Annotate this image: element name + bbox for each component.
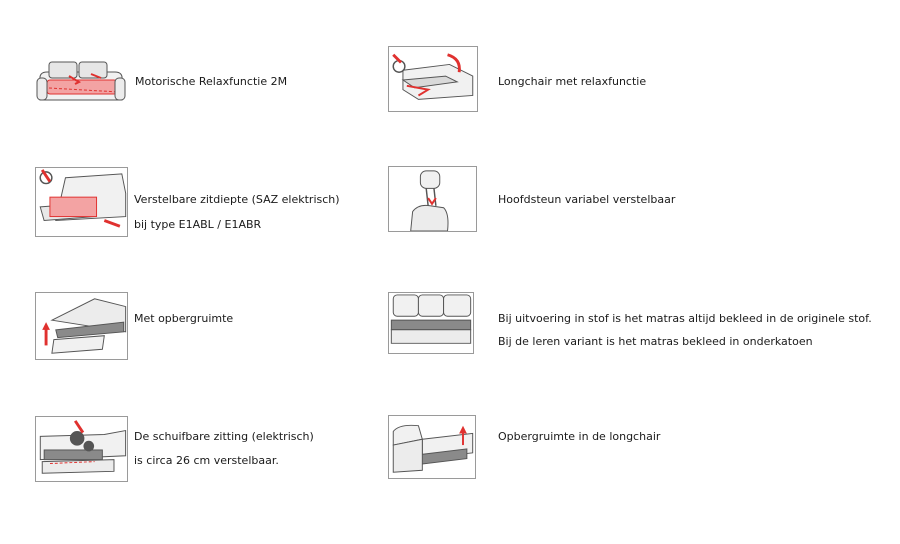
storage-compartment-icon <box>35 292 128 360</box>
feature-label-line-1: Motorische Relaxfunctie 2M <box>135 75 288 88</box>
bed-mattress-icon <box>388 292 474 354</box>
feature-label-line-2: Bij de leren variant is het matras bekleed in onderkatoen <box>498 335 813 348</box>
feature-label-line-2: is circa 26 cm verstelbaar. <box>134 454 279 467</box>
feature-label-line-1: Hoofdsteun variabel verstelbaar <box>498 193 676 206</box>
longchair-relax-icon <box>388 46 478 112</box>
feature-label-line-1: Bij uitvoering in stof is het matras altijd bekleed in de originele stof. <box>498 312 872 325</box>
seat-depth-adjust-icon <box>35 167 128 237</box>
feature-label-line-1: Verstelbare zitdiepte (SAZ elektrisch) <box>134 193 340 206</box>
sofa-relax-motor-icon <box>35 58 128 108</box>
longchair-storage-icon <box>388 415 476 479</box>
feature-label-line-2: bij type E1ABL / E1ABR <box>134 218 262 231</box>
feature-label-line-1: Met opbergruimte <box>134 312 234 325</box>
feature-label-line-1: Longchair met relaxfunctie <box>498 75 647 88</box>
feature-label-line-1: Opbergruimte in de longchair <box>498 430 661 443</box>
headrest-adjust-icon <box>388 166 477 232</box>
feature-label-line-1: De schuifbare zitting (elektrisch) <box>134 430 314 443</box>
sliding-seat-motor-icon <box>35 416 128 482</box>
